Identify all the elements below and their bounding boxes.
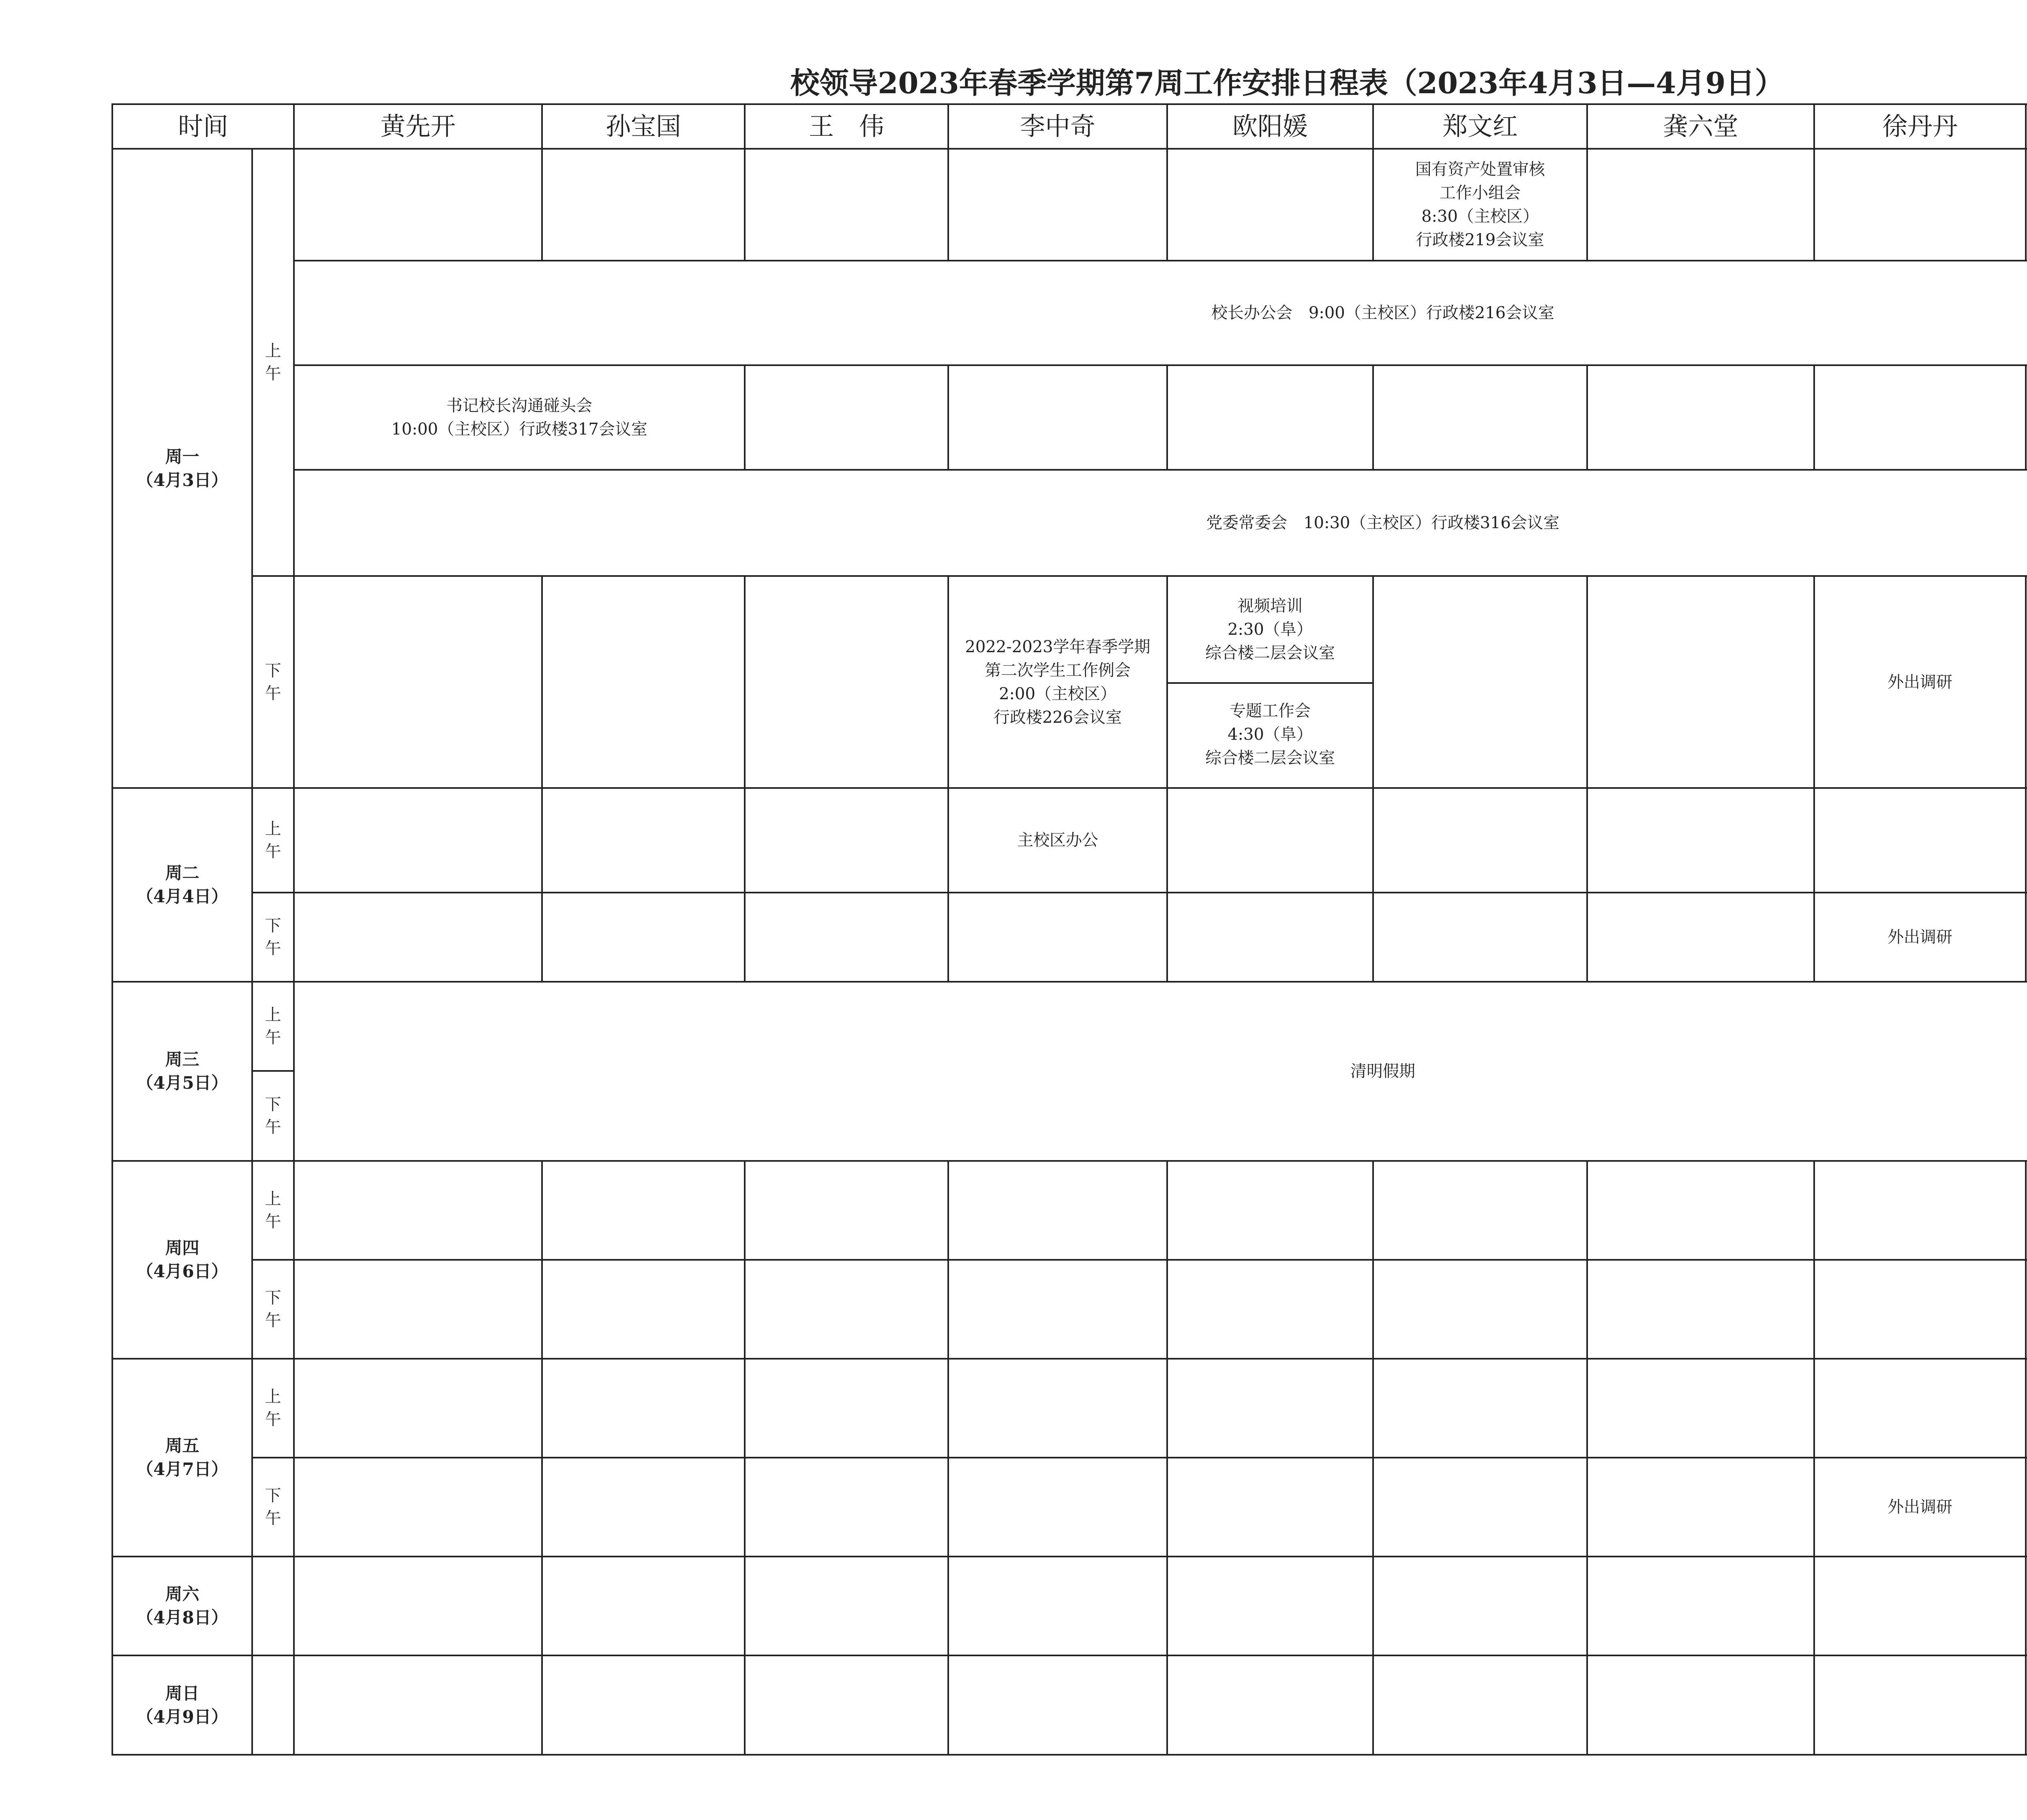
schedule-cell: [1814, 1161, 2026, 1260]
schedule-cell: [745, 893, 948, 982]
table-row: [112, 1260, 2027, 1359]
period-label: 上 午: [252, 149, 294, 576]
period-label: 上 午: [252, 1161, 294, 1260]
period-label: 下 午: [252, 893, 294, 982]
schedule-cell: [1587, 1458, 1814, 1557]
header-leader: 孙宝国: [542, 104, 745, 149]
header-leader: 郑文红: [1373, 104, 1587, 149]
schedule-cell: [1167, 149, 1373, 261]
period-blank: [252, 1655, 294, 1755]
schedule-cell: [1167, 1260, 1373, 1359]
table-row: [112, 1359, 2027, 1458]
schedule-cell: [1373, 576, 1587, 788]
schedule-cell: [294, 788, 542, 893]
day-label: 周一 （4月3日）: [112, 149, 252, 788]
period-blank: [252, 1557, 294, 1655]
day-label: 周二 （4月4日）: [112, 788, 252, 982]
schedule-cell-split: [1167, 576, 1373, 788]
schedule-cell: [294, 149, 542, 261]
schedule-cell: [948, 365, 1167, 470]
table-row: [112, 1655, 2027, 1755]
schedule-cell: [294, 1557, 542, 1655]
schedule-cell: [948, 1260, 1167, 1359]
schedule-entry: 专题工作会 4:30（阜） 综合楼二层会议室: [1205, 702, 1335, 768]
schedule-cell: [1373, 365, 1587, 470]
period-label: 上 午: [252, 1359, 294, 1458]
schedule-cell: [1814, 1359, 2026, 1458]
schedule-cell: 外出调研: [1814, 576, 2026, 788]
schedule-cell: [1814, 1655, 2026, 1755]
schedule-cell: [294, 576, 542, 788]
schedule-cell: [1373, 893, 1587, 982]
schedule-cell: [1814, 149, 2026, 261]
schedule-cell: [542, 1359, 745, 1458]
day-label: 周四 （4月6日）: [112, 1161, 252, 1359]
day-label: 周五 （4月7日）: [112, 1359, 252, 1557]
table-row: [112, 893, 2027, 982]
period-label: 下 午: [252, 1458, 294, 1557]
header-leader: 欧阳媛: [1167, 104, 1373, 149]
schedule-cell: [948, 1359, 1167, 1458]
table-row: [112, 470, 2027, 576]
schedule-entry: 视频培训 2:30（阜） 综合楼二层会议室: [1168, 577, 1372, 684]
schedule-cell: [1814, 788, 2026, 893]
header-time: 时间: [112, 104, 294, 149]
table-row: [112, 788, 2027, 893]
schedule-cell: 2022-2023学年春季学期 第二次学生工作例会 2:00（主校区） 行政楼226会议室: [948, 576, 1167, 788]
schedule-cell: [948, 1655, 1167, 1755]
period-label: 下 午: [252, 576, 294, 788]
table-row: [112, 261, 2027, 365]
schedule-cell: 外出调研: [1814, 1458, 2026, 1557]
schedule-cell: [542, 576, 745, 788]
period-label: 上 午: [252, 788, 294, 893]
schedule-cell: [542, 1458, 745, 1557]
schedule-table: [111, 103, 2027, 1756]
schedule-cell: [1373, 1458, 1587, 1557]
schedule-cell: [542, 893, 745, 982]
schedule-cell: 主校区办公: [948, 788, 1167, 893]
schedule-cell: [1587, 788, 1814, 893]
schedule-cell: [294, 1359, 542, 1458]
schedule-cell: [542, 1557, 745, 1655]
schedule-cell: [948, 1161, 1167, 1260]
schedule-cell: [1587, 1260, 1814, 1359]
schedule-cell: [1167, 365, 1373, 470]
schedule-cell: [745, 788, 948, 893]
period-label: 下 午: [252, 1071, 294, 1161]
schedule-cell-merged: 清明假期: [294, 982, 2027, 1161]
schedule-cell: [294, 1655, 542, 1755]
schedule-cell: [294, 893, 542, 982]
schedule-cell: [948, 893, 1167, 982]
schedule-cell: [745, 1161, 948, 1260]
schedule-cell: [542, 1161, 745, 1260]
table-row: [112, 149, 2027, 261]
day-label: 周六 （4月8日）: [112, 1557, 252, 1655]
schedule-cell: [948, 149, 1167, 261]
schedule-cell: [745, 149, 948, 261]
day-label: 周日 （4月9日）: [112, 1655, 252, 1755]
schedule-cell: [1167, 1458, 1373, 1557]
schedule-cell: [1814, 1260, 2026, 1359]
schedule-cell: [1587, 1557, 1814, 1655]
schedule-cell: [1167, 1161, 1373, 1260]
schedule-cell-merged: 党委常委会 10:30（主校区）行政楼316会议室: [294, 470, 2027, 576]
schedule-cell: [1373, 788, 1587, 893]
schedule-cell: [745, 1260, 948, 1359]
schedule-cell: [745, 1458, 948, 1557]
schedule-cell: [1587, 1161, 1814, 1260]
page-title: 校领导2023年春季学期第7周工作安排日程表（2023年4月3日—4月9日）: [790, 66, 1784, 100]
schedule-cell: [1587, 576, 1814, 788]
schedule-cell: [1167, 1655, 1373, 1755]
schedule-cell: [1587, 1655, 1814, 1755]
table-row: [112, 576, 2027, 788]
schedule-cell: [745, 576, 948, 788]
schedule-cell: [1167, 893, 1373, 982]
schedule-cell: [542, 1260, 745, 1359]
schedule-cell: [1167, 1557, 1373, 1655]
header-leader: 王 伟: [745, 104, 948, 149]
table-row: [112, 982, 2027, 1071]
table-row: [112, 365, 2027, 470]
schedule-cell: [745, 1359, 948, 1458]
schedule-cell: [542, 149, 745, 261]
table-row: [112, 1161, 2027, 1260]
period-label: 下 午: [252, 1260, 294, 1359]
schedule-cell: [1373, 1359, 1587, 1458]
schedule-cell: [1167, 788, 1373, 893]
header-leader: 黄先开: [294, 104, 542, 149]
schedule-cell: 外出调研: [1814, 893, 2026, 982]
schedule-cell: [294, 1260, 542, 1359]
schedule-cell-merged: 校长办公会 9:00（主校区）行政楼216会议室: [294, 261, 2027, 365]
schedule-cell: [1373, 1161, 1587, 1260]
header-leader: 徐丹丹: [1814, 104, 2026, 149]
schedule-cell: [1814, 1557, 2026, 1655]
schedule-cell: [1587, 365, 1814, 470]
schedule-cell: [745, 1655, 948, 1755]
header-leader: 李中奇: [948, 104, 1167, 149]
schedule-cell: [1587, 1359, 1814, 1458]
schedule-cell: 国有资产处置审核 工作小组会 8:30（主校区） 行政楼219会议室: [1373, 149, 1587, 261]
header-row: [112, 104, 2027, 149]
day-label: 周三 （4月5日）: [112, 982, 252, 1161]
schedule-cell: [1814, 365, 2026, 470]
schedule-cell: [542, 1655, 745, 1755]
period-label: 上 午: [252, 982, 294, 1071]
schedule-cell: [745, 365, 948, 470]
schedule-cell: [1587, 893, 1814, 982]
schedule-cell: [745, 1557, 948, 1655]
schedule-cell: [294, 1161, 542, 1260]
table-row: [112, 1458, 2027, 1557]
schedule-cell: [948, 1458, 1167, 1557]
schedule-cell: [1587, 149, 1814, 261]
schedule-cell: [294, 1458, 542, 1557]
schedule-cell: [948, 1557, 1167, 1655]
header-leader: 龚六堂: [1587, 104, 1814, 149]
schedule-cell: 书记校长沟通碰头会 10:00（主校区）行政楼317会议室: [294, 365, 745, 470]
schedule-cell: [1167, 1359, 1373, 1458]
table-row: [112, 1557, 2027, 1655]
schedule-cell: [1373, 1260, 1587, 1359]
schedule-cell: [542, 788, 745, 893]
schedule-cell: [1373, 1557, 1587, 1655]
schedule-cell: [1373, 1655, 1587, 1755]
